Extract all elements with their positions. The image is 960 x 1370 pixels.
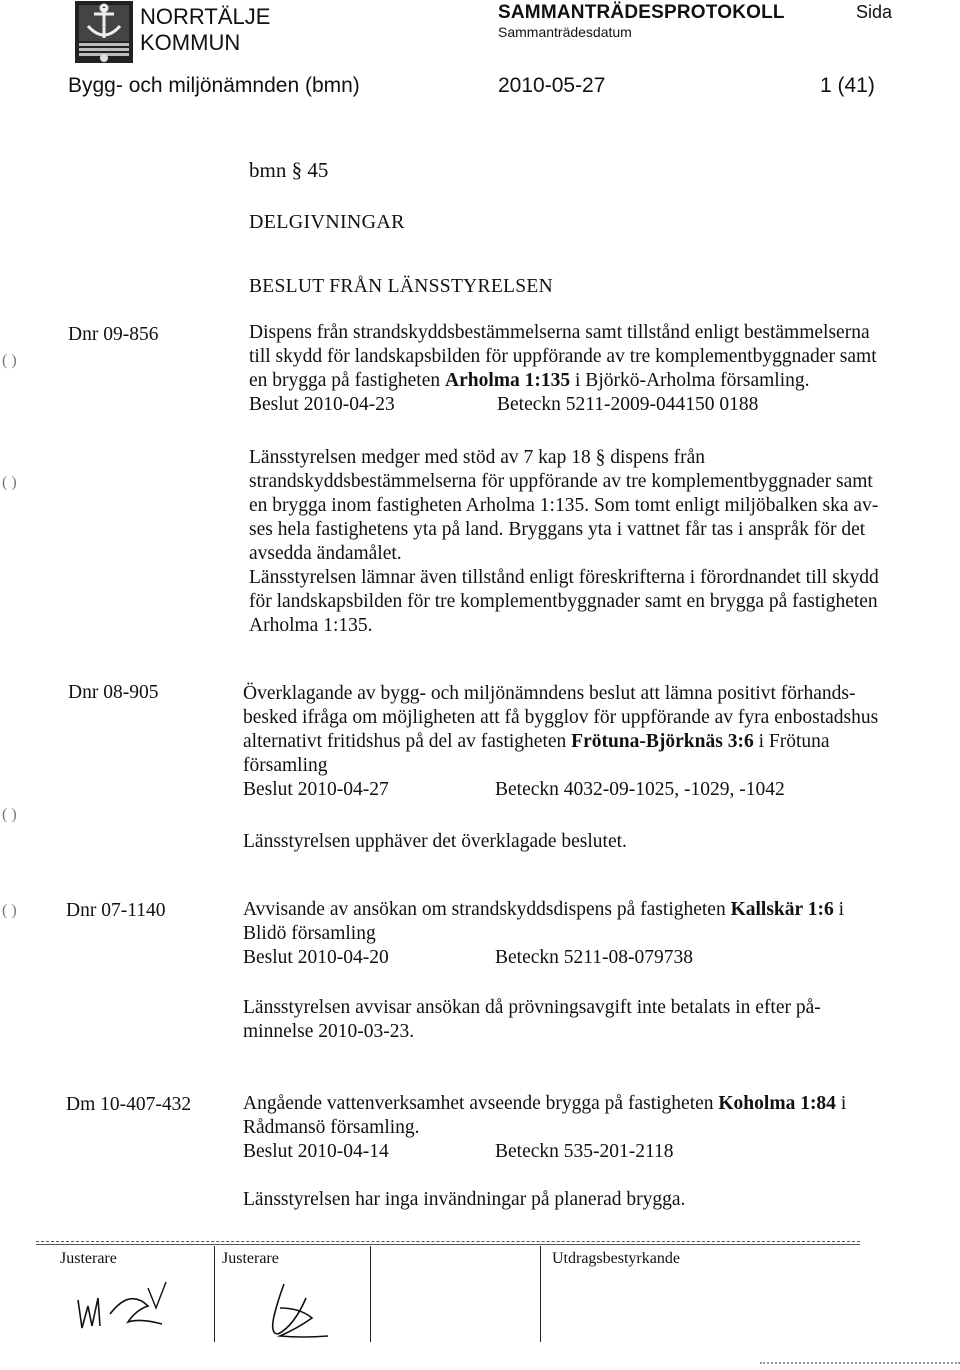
organization-line1: NORRTÄLJE — [140, 4, 271, 29]
property-designation: Kallskär 1:6 — [730, 899, 834, 920]
property-designation: Koholma 1:84 — [718, 1093, 836, 1114]
case-description-line: besked ifråga om möjligheten att få bygglov för uppförande av fyra enbostadshus — [243, 707, 879, 728]
case-description — [243, 898, 923, 970]
case-description — [249, 321, 909, 417]
decision-line: Länsstyrelsen medger med stöd av 7 kap 18 § dispens från — [249, 447, 705, 468]
decision-reference — [243, 778, 923, 802]
text-span: i — [835, 1093, 847, 1114]
decision-date: Beslut 2010-04-20 — [243, 947, 389, 968]
decision-line: avsedda ändamålet. — [249, 543, 402, 564]
text-span: Angående vattenverksamhet avseende brygga på fastigheten — [243, 1093, 719, 1114]
decision-line: Arholma 1:135. — [249, 615, 373, 636]
case-description-line: Överklagande av bygg- och miljönämndens beslut att lämna positivt förhands- — [243, 683, 856, 704]
decision-line: för landskapsbilden för tre komplementbyggnader samt en brygga på fastigheten — [249, 591, 878, 612]
margin-punch-mark: ( ) — [2, 352, 17, 369]
case-description-line — [243, 730, 923, 754]
reference-number: Beteckn 5211-08-079738 — [495, 947, 694, 968]
case-description-line — [243, 898, 923, 922]
decision-line: Länsstyrelsen upphäver det överklagade beslutet. — [243, 831, 627, 852]
decision-line: en brygga inom fastigheten Arholma 1:135. Som tomt enligt miljöbalken ska av- — [249, 495, 879, 516]
footer-column-separator — [370, 1246, 371, 1342]
margin-punch-mark: ( ) — [2, 806, 17, 823]
reference-number: Beteckn 535-201-2118 — [495, 1141, 674, 1162]
organization-name — [140, 4, 270, 56]
text-span: alternativt fritidshus på del av fastigheten — [243, 731, 572, 752]
footer-label-justerare-1: Justerare — [60, 1250, 117, 1267]
case-dnr: Dnr 07-1140 — [66, 900, 166, 921]
decision-line: Länsstyrelsen lämnar även tillstånd enligt föreskrifterna i förordnandet till skydd — [249, 567, 879, 588]
meeting-date-label: Sammanträdesdatum — [498, 24, 632, 40]
case-description-line — [243, 1092, 923, 1116]
text-span: i Frötuna — [753, 731, 830, 752]
text-span: i — [833, 899, 844, 920]
property-designation: Frötuna-Björknäs 3:6 — [571, 731, 754, 752]
section-subheading: BESLUT FRÅN LÄNSSTYRELSEN — [249, 276, 554, 297]
case-description-line — [249, 369, 909, 393]
case-dnr: Dnr 09-856 — [68, 324, 159, 345]
footer-label-certification: Utdragsbestyrkande — [552, 1250, 680, 1267]
decision-line: strandskyddsbestämmelserna för uppförande av tre komplementbyggnader samt — [249, 471, 873, 492]
decision-line: Länsstyrelsen avvisar ansökan då prövningsavgift inte betalats in efter på- — [243, 997, 821, 1018]
footer-divider — [36, 1244, 860, 1245]
decision-date: Beslut 2010-04-14 — [243, 1141, 389, 1162]
decision-line: minnelse 2010-03-23. — [243, 1021, 415, 1042]
case-description-line: Rådmansö församling. — [243, 1117, 420, 1138]
footer-label-justerare-2: Justerare — [222, 1250, 279, 1267]
decision-text — [243, 1188, 903, 1212]
section-heading: DELGIVNINGAR — [249, 211, 405, 233]
decision-line: Länsstyrelsen har inga invändningar på planerad brygga. — [243, 1189, 686, 1210]
case-dnr: Dnr 08-905 — [68, 682, 159, 703]
page-number: 1 (41) — [820, 74, 875, 97]
footer-column-separator — [214, 1246, 215, 1342]
text-span: i Björkö-Arholma församling. — [570, 370, 810, 391]
decision-date: Beslut 2010-04-23 — [249, 394, 395, 415]
case-description-line: Dispens från strandskyddsbestämmelserna samt tillstånd enligt bestämmelserna — [249, 322, 870, 343]
decision-reference — [243, 1140, 923, 1164]
municipality-crest-logo — [74, 0, 134, 64]
decision-line: ses hela fastighetens yta på land. Bryggans yta i vattnet får tas i anspråk för det — [249, 519, 866, 540]
decision-reference — [249, 393, 909, 417]
signature-1 — [70, 1278, 190, 1338]
property-designation: Arholma 1:135 — [445, 370, 571, 391]
decision-date: Beslut 2010-04-27 — [243, 779, 389, 800]
case-description-line: församling — [243, 755, 328, 776]
decision-reference — [243, 946, 923, 970]
scan-artifact-dots — [760, 1362, 960, 1364]
case-description — [243, 682, 923, 802]
case-description-line: till skydd för landskapsbilden för uppförande av tre komplementbyggnader samt — [249, 346, 877, 367]
footer-column-separator — [540, 1246, 541, 1342]
text-span: en brygga på fastigheten — [249, 370, 446, 391]
case-description — [243, 1092, 923, 1164]
footer-divider-dashed — [36, 1241, 860, 1242]
decision-text — [243, 996, 903, 1044]
margin-punch-mark: ( ) — [2, 902, 17, 919]
page-label: Sida — [856, 2, 893, 22]
board-name: Bygg- och miljönämnden (bmn) — [68, 74, 360, 97]
decision-text — [249, 446, 909, 638]
organization-line2: KOMMUN — [140, 30, 241, 55]
signature-2 — [250, 1278, 340, 1344]
paragraph-reference: bmn § 45 — [249, 158, 329, 182]
reference-number: Beteckn 5211-2009-044150 0188 — [497, 394, 759, 415]
reference-number: Beteckn 4032-09-1025, -1029, -1042 — [495, 779, 785, 800]
document-title: SAMMANTRÄDESPROTOKOLL — [498, 2, 785, 23]
case-description-line: Blidö församling — [243, 923, 376, 944]
margin-punch-mark: ( ) — [2, 474, 17, 491]
meeting-date: 2010-05-27 — [498, 74, 606, 97]
decision-text — [243, 830, 903, 854]
case-dnr: Dm 10-407-432 — [66, 1094, 192, 1115]
text-span: Avvisande av ansökan om strandskyddsdispens på fastigheten — [243, 899, 731, 920]
